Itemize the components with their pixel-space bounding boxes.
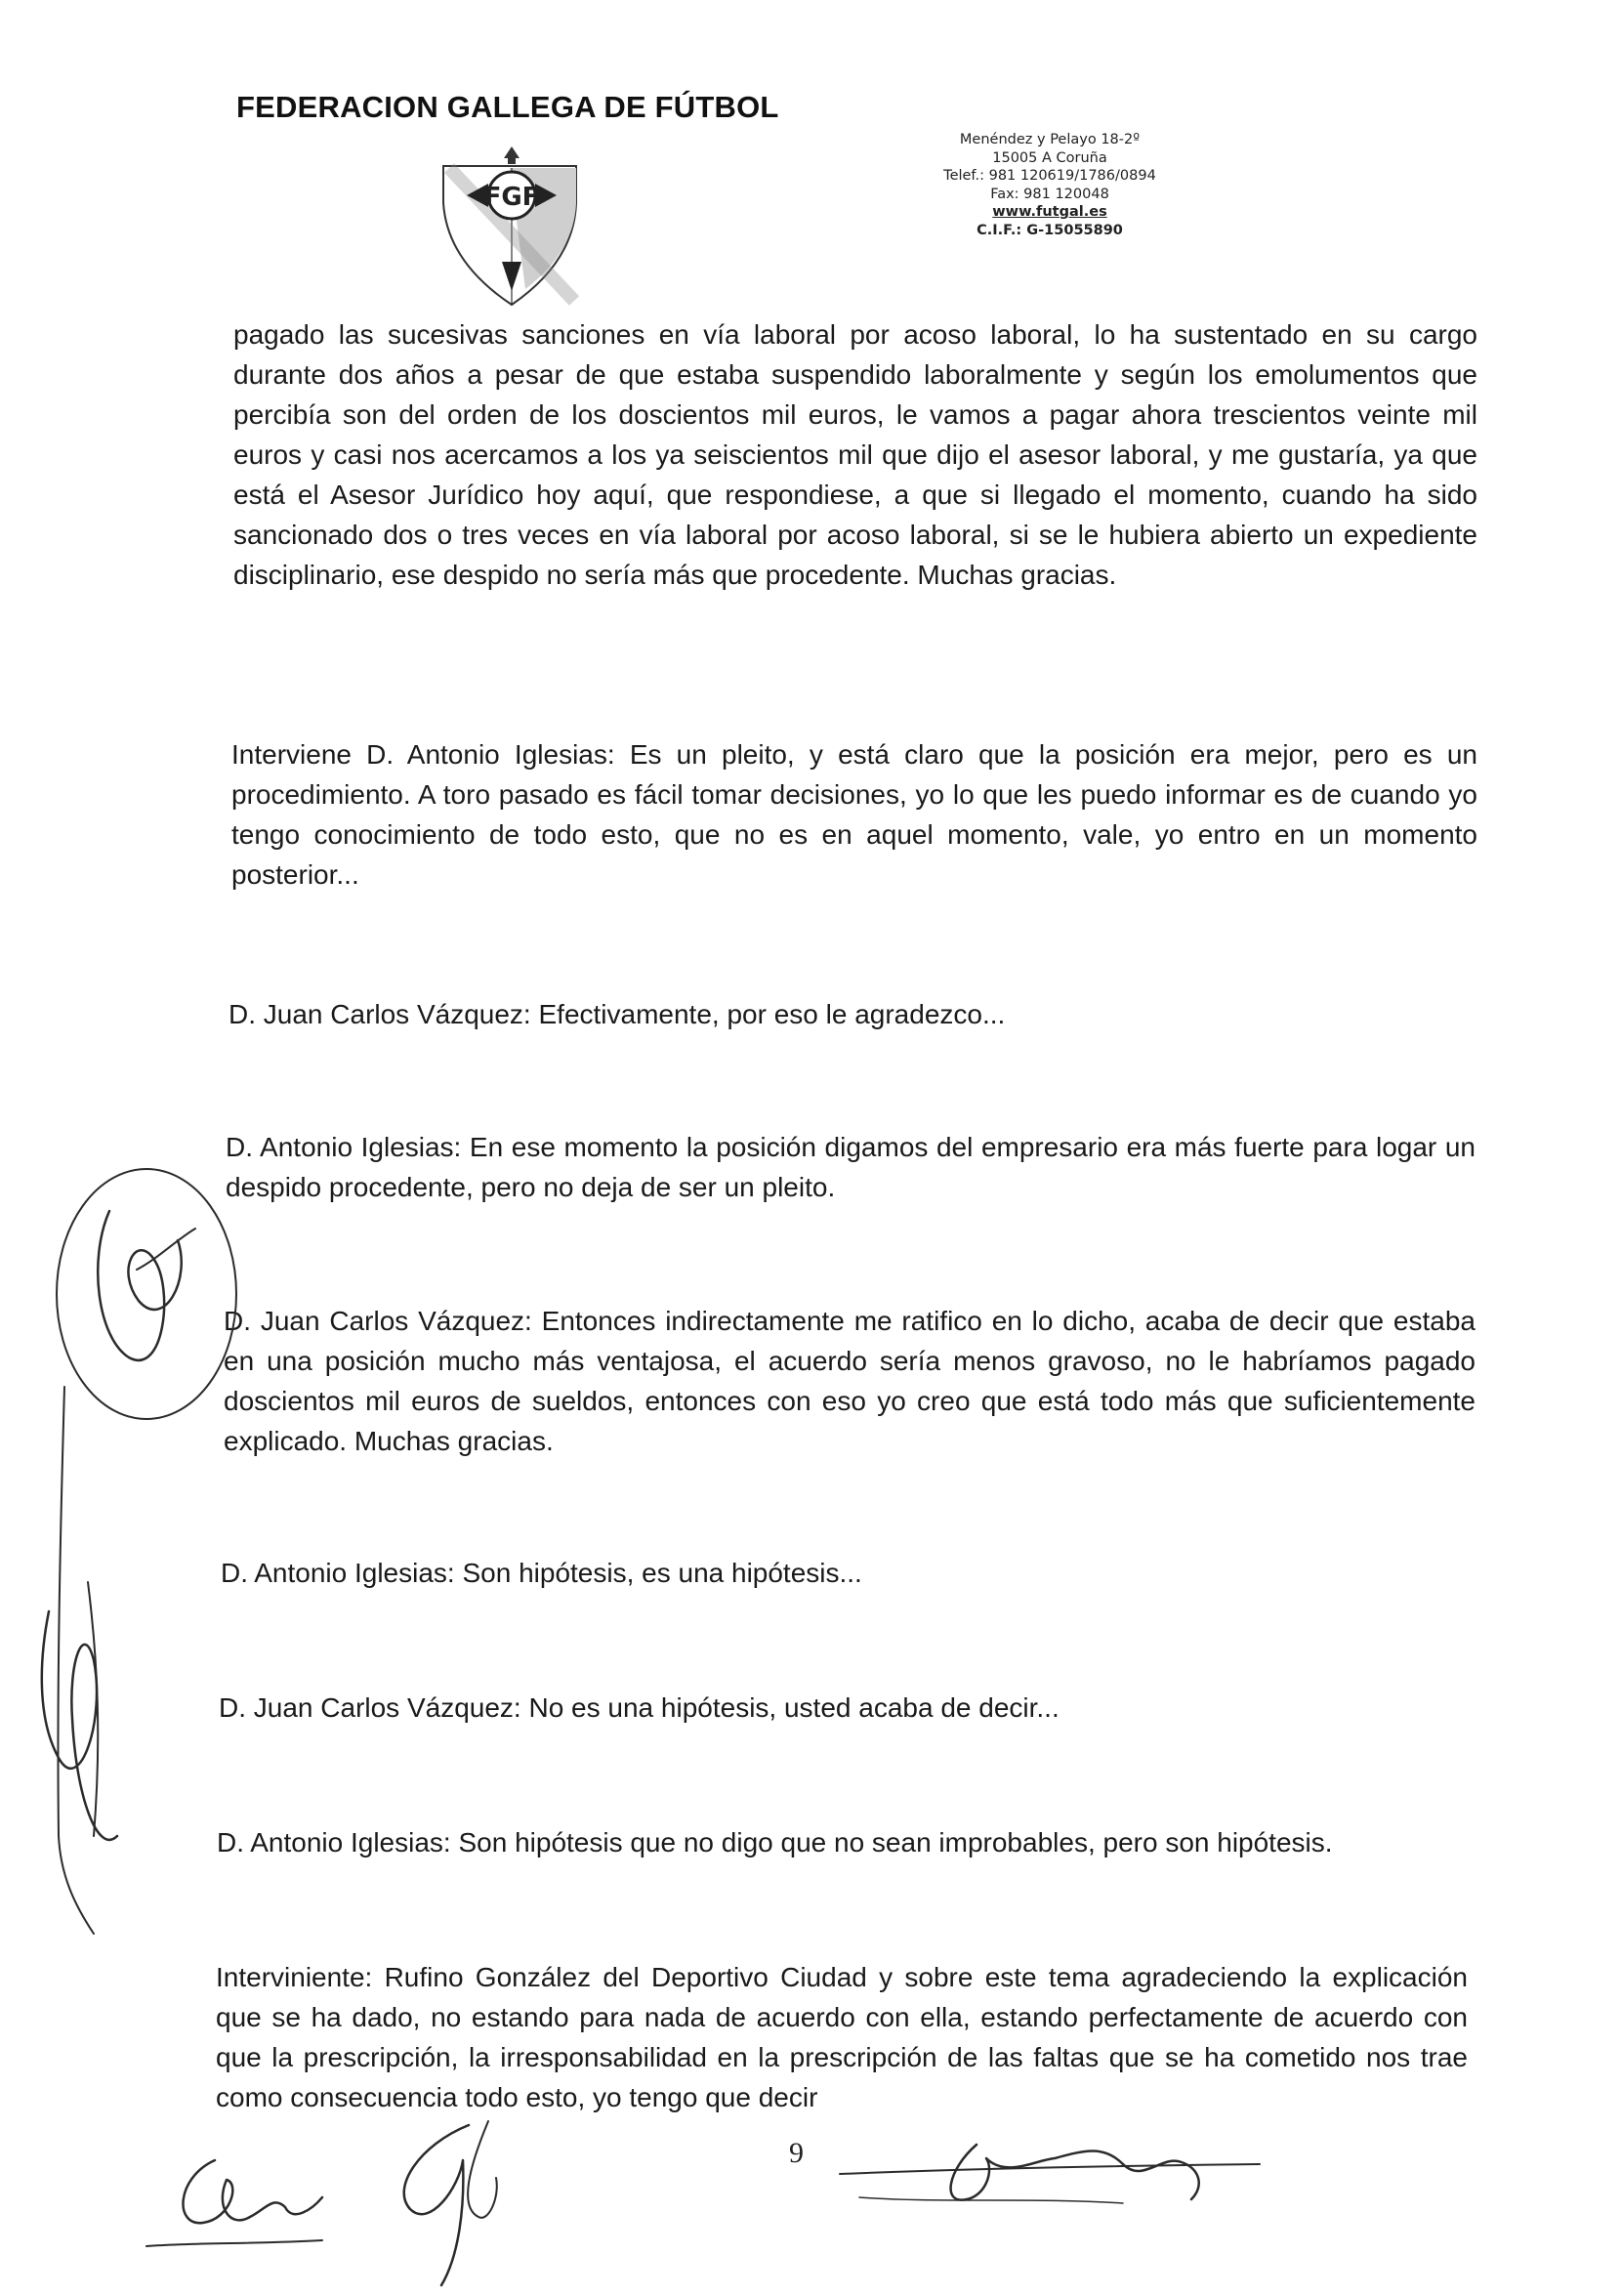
footer-signature-right [840, 2145, 1260, 2203]
margin-stamp-signature [57, 1169, 236, 1419]
organization-title: FEDERACION GALLEGA DE FÚTBOL [236, 90, 779, 124]
paragraph-antonio-iglesias-1: Interviene D. Antonio Iglesias: Es un pleito, y está claro que la posición era mejor, pero es un procedimiento. A toro pasado es fácil tomar decisiones, yo lo que les puedo informar es de cuando yo tengo conocimiento de todo esto, que no es en aquel momento, vale, yo entro en un momento posterior... [231, 739, 1477, 890]
paragraph-juan-carlos-vazquez-1: D. Juan Carlos Vázquez: Efectivamente, por eso le agradezco... [229, 999, 1006, 1029]
paragraph-juan-carlos-vazquez-3: D. Juan Carlos Vázquez: No es una hipótesis, usted acaba de decir... [219, 1692, 1060, 1723]
paragraph-antonio-iglesias-3: D. Antonio Iglesias: Son hipótesis, es una hipótesis... [221, 1558, 862, 1588]
logo-text: FGF [483, 183, 540, 212]
footer-signature-left [146, 2160, 322, 2246]
website-link[interactable]: www.futgal.es [992, 204, 1107, 220]
phone-numbers: Telef.: 981 120619/1786/0894 [943, 168, 1156, 184]
fax-number: Fax: 981 120048 [990, 186, 1109, 202]
margin-vertical-signature [42, 1387, 117, 1934]
paragraph-juan-carlos-vazquez-2: D. Juan Carlos Vázquez: Entonces indirectamente me ratifico en lo dicho, acaba de decir que estaba en una posición mucho más ventajosa, el acuerdo sería menos gravoso, no le habríamos pagado doscientos mil euros de sueldos, entonces con eso yo creo que está todo más que suficientemente explicado. Muchas gracias. [224, 1306, 1476, 1456]
cif-number: C.I.F.: G-15055890 [977, 222, 1123, 238]
paragraph-continuation: pagado las sucesivas sanciones en vía laboral por acoso laboral, lo ha sustentado en su cargo durante dos años a pesar de que estaba suspendido laboralmente y según los emolumentos que percibía son del orden de los doscientos mil euros, le vamos a pagar ahora trescientos veinte mil euros y casi nos acercamos a los ya seiscientos mil que dijo el asesor laboral, y me gustaría, ya que está el Asesor Jurídico hoy aquí, que respondiese, a que si llegado el momento, cuando ha sido sancionado dos o tres veces en vía laboral por acoso laboral, si se le hubiera abierto un expediente disciplinario, ese despido no sería más que procedente. Muchas gracias. [233, 319, 1477, 590]
paragraph-antonio-iglesias-4: D. Antonio Iglesias: Son hipótesis que no digo que no sean improbables, pero son hipótesis. [217, 1827, 1333, 1858]
page-number: 9 [789, 2137, 804, 2169]
paragraph-antonio-iglesias-2: D. Antonio Iglesias: En ese momento la posición digamos del empresario era más fuerte para logar un despido procedente, pero no deja de ser un pleito. [226, 1132, 1476, 1202]
address-street: Menéndez y Pelayo 18-2º [959, 132, 1141, 147]
footer-signature-middle [404, 2121, 497, 2285]
address-city: 15005 A Coruña [992, 149, 1107, 166]
paragraph-rufino-gonzalez: Interviniente: Rufino González del Deportivo Ciudad y sobre este tema agradeciendo la explicación que se ha dado, no estando para nada de acuerdo con ella, estando perfectamente de acuerdo con que la prescripción, la irresponsabilidad en la prescripción de las faltas que se ha cometido nos trae como consecuencia todo esto, yo tengo que decir [216, 1962, 1468, 2112]
